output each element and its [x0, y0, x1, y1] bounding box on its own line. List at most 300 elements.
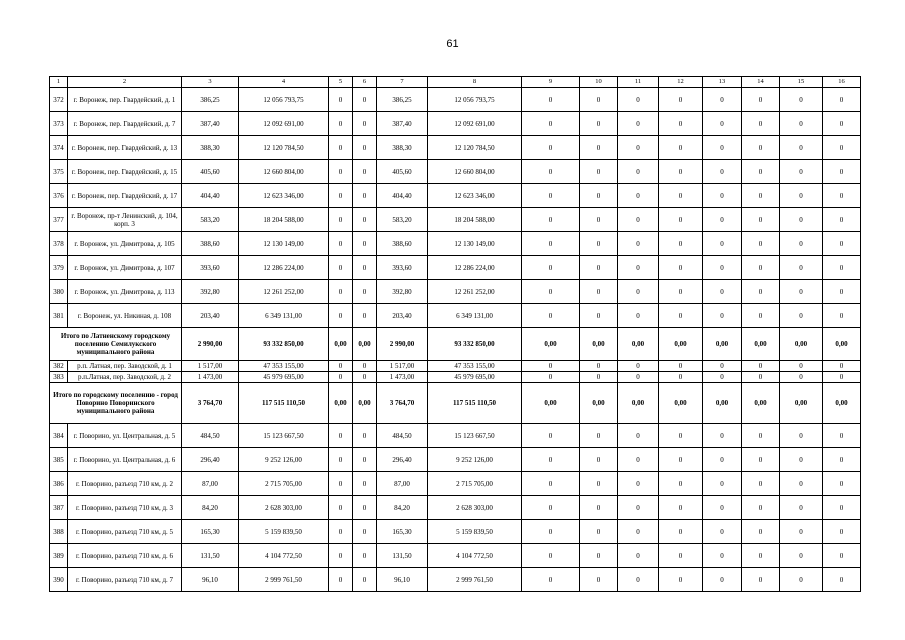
- table-cell: 12 092 691,00: [428, 112, 522, 136]
- table-cell: 0: [780, 280, 823, 304]
- table-cell: 0: [353, 280, 377, 304]
- table-cell: 0: [780, 184, 823, 208]
- table-cell: 4 104 772,50: [239, 544, 329, 568]
- row-number-cell: 373: [50, 112, 68, 136]
- table-cell: 12 130 149,00: [239, 232, 329, 256]
- table-cell: 0: [780, 448, 823, 472]
- table-cell: 0: [703, 232, 742, 256]
- column-number-header: 16: [823, 77, 861, 88]
- table-cell: 388,30: [182, 136, 239, 160]
- table-cell: 0: [580, 160, 618, 184]
- table-cell: 0: [659, 304, 703, 328]
- table-cell: 12 660 804,00: [428, 160, 522, 184]
- table-cell: 0: [353, 88, 377, 112]
- table-cell: 0: [353, 256, 377, 280]
- address-cell: г. Поворино, разъезд 710 км, д. 3: [68, 496, 182, 520]
- table-cell: 0: [823, 424, 861, 448]
- table-cell: 12 286 224,00: [428, 256, 522, 280]
- table-cell: 0: [780, 304, 823, 328]
- table-cell: 388,60: [377, 232, 428, 256]
- table-cell: 0: [353, 520, 377, 544]
- table-cell: 0: [823, 520, 861, 544]
- table-cell: 0: [580, 256, 618, 280]
- table-cell: 0: [780, 544, 823, 568]
- table-cell: 0: [329, 160, 353, 184]
- table-row: [50, 544, 861, 568]
- table-cell: 0: [659, 496, 703, 520]
- subtotal-row: [50, 328, 861, 361]
- column-number-header: 6: [353, 77, 377, 88]
- table-cell: 583,20: [182, 208, 239, 232]
- table-cell: 0: [580, 232, 618, 256]
- table-cell: 0: [329, 136, 353, 160]
- address-cell: г. Поворино, разъезд 710 км, д. 5: [68, 520, 182, 544]
- table-cell: 0: [353, 496, 377, 520]
- address-cell: г. Воронеж, пер. Гвардейский, д. 7: [68, 112, 182, 136]
- subtotal-cell: 2 990,00: [377, 328, 428, 361]
- table-cell: 0: [659, 424, 703, 448]
- table-cell: 0: [823, 372, 861, 383]
- address-cell: г. Воронеж, ул. Димитрова, д. 107: [68, 256, 182, 280]
- subtotal-cell: 0,00: [703, 383, 742, 424]
- table-cell: 12 261 252,00: [239, 280, 329, 304]
- table-cell: 0: [329, 568, 353, 592]
- table-cell: 0: [659, 160, 703, 184]
- table-cell: 392,80: [377, 280, 428, 304]
- table-cell: 0: [703, 112, 742, 136]
- table-cell: 12 286 224,00: [239, 256, 329, 280]
- table-cell: 0: [580, 568, 618, 592]
- subtotal-cell: 0,00: [329, 328, 353, 361]
- table-cell: 9 252 126,00: [239, 448, 329, 472]
- table-cell: 0: [659, 448, 703, 472]
- table-cell: 15 123 667,50: [239, 424, 329, 448]
- table-cell: 0: [703, 448, 742, 472]
- table-cell: 0: [522, 496, 580, 520]
- table-cell: 0: [780, 372, 823, 383]
- table-cell: 0: [522, 112, 580, 136]
- table-cell: 2 628 303,00: [239, 496, 329, 520]
- table-cell: 388,30: [377, 136, 428, 160]
- table-cell: 386,25: [377, 88, 428, 112]
- table-cell: 0: [522, 424, 580, 448]
- table-cell: 0: [659, 208, 703, 232]
- table-cell: 0: [823, 568, 861, 592]
- table-cell: 0: [823, 136, 861, 160]
- table-cell: 0: [703, 424, 742, 448]
- table-cell: 0: [823, 184, 861, 208]
- table-cell: 0: [329, 304, 353, 328]
- table-cell: 0: [522, 304, 580, 328]
- table-cell: 0: [659, 568, 703, 592]
- table-cell: 387,40: [182, 112, 239, 136]
- table-cell: 0: [618, 256, 659, 280]
- table-cell: 0: [329, 361, 353, 372]
- column-number-header: 12: [659, 77, 703, 88]
- table-cell: 0: [659, 112, 703, 136]
- table-cell: 0: [823, 361, 861, 372]
- table-cell: 392,80: [182, 280, 239, 304]
- table-cell: 0: [329, 544, 353, 568]
- table-cell: 0: [353, 304, 377, 328]
- table-cell: 0: [580, 88, 618, 112]
- table-cell: 0: [329, 472, 353, 496]
- table-cell: 12 092 691,00: [239, 112, 329, 136]
- table-cell: 0: [823, 112, 861, 136]
- table-cell: 583,20: [377, 208, 428, 232]
- table-cell: 0: [742, 520, 780, 544]
- table-cell: 5 159 839,50: [239, 520, 329, 544]
- subtotal-cell: 93 332 850,00: [239, 328, 329, 361]
- row-number-cell: 376: [50, 184, 68, 208]
- table-cell: 0: [580, 280, 618, 304]
- column-number-header: 3: [182, 77, 239, 88]
- table-cell: 0: [823, 160, 861, 184]
- row-number-cell: 389: [50, 544, 68, 568]
- table-cell: 0: [618, 496, 659, 520]
- table-cell: 15 123 667,50: [428, 424, 522, 448]
- table-cell: 484,50: [377, 424, 428, 448]
- table-cell: 0: [742, 160, 780, 184]
- table-cell: 0: [742, 361, 780, 372]
- table-cell: 1 473,00: [377, 372, 428, 383]
- table-cell: 0: [703, 208, 742, 232]
- subtotal-cell: 3 764,70: [377, 383, 428, 424]
- table-cell: 0: [742, 424, 780, 448]
- table-cell: 0: [659, 280, 703, 304]
- table-cell: 0: [580, 372, 618, 383]
- table-cell: 0: [703, 136, 742, 160]
- table-cell: 165,30: [377, 520, 428, 544]
- table-cell: 12 660 804,00: [239, 160, 329, 184]
- table-cell: 405,60: [377, 160, 428, 184]
- table-cell: 0: [780, 568, 823, 592]
- table-cell: 386,25: [182, 88, 239, 112]
- table-cell: 12 623 346,00: [239, 184, 329, 208]
- table-cell: 404,40: [182, 184, 239, 208]
- table-cell: 0: [742, 136, 780, 160]
- table-cell: 0: [618, 361, 659, 372]
- table-cell: 5 159 839,50: [428, 520, 522, 544]
- table-cell: 296,40: [377, 448, 428, 472]
- row-number-cell: 390: [50, 568, 68, 592]
- table-cell: 12 623 346,00: [428, 184, 522, 208]
- table-cell: 0: [353, 208, 377, 232]
- address-cell: р.п.Латная, пер. Заводской, д. 2: [68, 372, 182, 383]
- column-number-header: 14: [742, 77, 780, 88]
- table-cell: 0: [580, 544, 618, 568]
- table-cell: 0: [618, 280, 659, 304]
- address-cell: г. Поворино, разъезд 710 км, д. 6: [68, 544, 182, 568]
- table-cell: 0: [580, 361, 618, 372]
- table-cell: 0: [353, 136, 377, 160]
- table-cell: 387,40: [377, 112, 428, 136]
- table-cell: 6 349 131,00: [428, 304, 522, 328]
- table-cell: 0: [742, 472, 780, 496]
- table-cell: 47 353 155,00: [428, 361, 522, 372]
- table-cell: 0: [618, 544, 659, 568]
- table-row: [50, 256, 861, 280]
- table-cell: 0: [618, 232, 659, 256]
- table-cell: 87,00: [182, 472, 239, 496]
- table-cell: 0: [522, 280, 580, 304]
- table-row: [50, 88, 861, 112]
- table-cell: 0: [618, 208, 659, 232]
- subtotal-label: Итого по городскому поселению - город Поворино Поворинского муниципального района: [50, 383, 182, 424]
- table-cell: 0: [353, 232, 377, 256]
- table-cell: 0: [823, 472, 861, 496]
- table-row: [50, 112, 861, 136]
- table-row: [50, 568, 861, 592]
- table-cell: 0: [659, 88, 703, 112]
- subtotal-cell: 93 332 850,00: [428, 328, 522, 361]
- table-cell: 2 715 705,00: [428, 472, 522, 496]
- row-number-cell: 374: [50, 136, 68, 160]
- table-cell: 0: [703, 472, 742, 496]
- table-cell: 0: [522, 256, 580, 280]
- address-cell: г. Поворино, разъезд 710 км, д. 2: [68, 472, 182, 496]
- column-number-header: 7: [377, 77, 428, 88]
- table-row: [50, 160, 861, 184]
- table-cell: 0: [780, 160, 823, 184]
- table-cell: 0: [703, 256, 742, 280]
- column-number-header: 1: [50, 77, 68, 88]
- table-cell: 0: [703, 88, 742, 112]
- table-cell: 0: [522, 361, 580, 372]
- table-cell: 47 353 155,00: [239, 361, 329, 372]
- address-cell: г. Воронеж, ул. Димитрова, д. 105: [68, 232, 182, 256]
- table-cell: 0: [742, 568, 780, 592]
- table-row: [50, 472, 861, 496]
- subtotal-cell: 0,00: [659, 383, 703, 424]
- table-cell: 0: [659, 361, 703, 372]
- table-cell: 131,50: [182, 544, 239, 568]
- table-cell: 0: [703, 280, 742, 304]
- table-cell: 0: [703, 544, 742, 568]
- table-cell: 0: [618, 448, 659, 472]
- column-number-header: 9: [522, 77, 580, 88]
- address-cell: г. Поворино, ул. Центральная, д. 6: [68, 448, 182, 472]
- row-number-cell: 381: [50, 304, 68, 328]
- table-cell: 0: [780, 208, 823, 232]
- row-number-cell: 388: [50, 520, 68, 544]
- table-row: [50, 184, 861, 208]
- table-cell: 0: [823, 496, 861, 520]
- table-cell: 0: [742, 496, 780, 520]
- table-cell: 0: [329, 520, 353, 544]
- table-row: [50, 136, 861, 160]
- table-cell: 4 104 772,50: [428, 544, 522, 568]
- table-cell: 0: [742, 256, 780, 280]
- table-cell: 0: [522, 372, 580, 383]
- table-cell: 0: [659, 256, 703, 280]
- table-cell: 0: [329, 372, 353, 383]
- table-row: [50, 520, 861, 544]
- table-cell: 0: [780, 232, 823, 256]
- table-cell: 405,60: [182, 160, 239, 184]
- subtotal-cell: 0,00: [742, 328, 780, 361]
- subtotal-cell: 117 515 110,50: [239, 383, 329, 424]
- table-cell: 0: [659, 520, 703, 544]
- address-cell: р.п. Латная, пер. Заводской, д. 1: [68, 361, 182, 372]
- table-cell: 0: [703, 304, 742, 328]
- table-cell: 0: [522, 160, 580, 184]
- table-cell: 0: [618, 424, 659, 448]
- table-cell: 0: [522, 448, 580, 472]
- table-cell: 0: [742, 88, 780, 112]
- address-cell: г. Воронеж, пр-т Ленинский, д. 104, корп. 3: [68, 208, 182, 232]
- subtotal-cell: 0,00: [329, 383, 353, 424]
- page-number: 61: [446, 38, 459, 50]
- table-cell: 0: [353, 184, 377, 208]
- table-cell: 0: [522, 544, 580, 568]
- column-number-header: 4: [239, 77, 329, 88]
- table-row: [50, 372, 861, 383]
- table-row: [50, 208, 861, 232]
- table-cell: 0: [703, 372, 742, 383]
- table-cell: 0: [353, 112, 377, 136]
- address-cell: г. Воронеж, ул. Димитрова, д. 113: [68, 280, 182, 304]
- subtotal-cell: 2 990,00: [182, 328, 239, 361]
- table-cell: 484,50: [182, 424, 239, 448]
- table-cell: 6 349 131,00: [239, 304, 329, 328]
- table-cell: 0: [353, 448, 377, 472]
- table-cell: 0: [823, 232, 861, 256]
- table-cell: 12 056 793,75: [239, 88, 329, 112]
- table-cell: 0: [580, 424, 618, 448]
- table-cell: 0: [703, 184, 742, 208]
- row-number-cell: 385: [50, 448, 68, 472]
- subtotal-cell: 0,00: [703, 328, 742, 361]
- table-cell: 0: [580, 448, 618, 472]
- row-number-cell: 383: [50, 372, 68, 383]
- subtotal-cell: 0,00: [522, 383, 580, 424]
- address-cell: г. Поворино, разъезд 710 км, д. 7: [68, 568, 182, 592]
- column-number-header: 10: [580, 77, 618, 88]
- table-cell: 404,40: [377, 184, 428, 208]
- subtotal-cell: 0,00: [659, 328, 703, 361]
- table-cell: 0: [353, 160, 377, 184]
- table-cell: 0: [780, 256, 823, 280]
- table-cell: 0: [329, 112, 353, 136]
- table-row: [50, 361, 861, 372]
- column-number-header: 15: [780, 77, 823, 88]
- table-cell: 96,10: [182, 568, 239, 592]
- table-cell: 0: [618, 88, 659, 112]
- table-cell: 0: [780, 520, 823, 544]
- row-number-cell: 372: [50, 88, 68, 112]
- table-cell: 12 120 784,50: [428, 136, 522, 160]
- table-row: [50, 424, 861, 448]
- table-cell: 0: [703, 361, 742, 372]
- table-cell: 296,40: [182, 448, 239, 472]
- row-number-cell: 378: [50, 232, 68, 256]
- table-cell: 45 979 695,00: [239, 372, 329, 383]
- table-header-row: [50, 77, 861, 88]
- table-cell: 12 120 784,50: [239, 136, 329, 160]
- table-cell: 0: [823, 256, 861, 280]
- table-cell: 0: [742, 304, 780, 328]
- table-cell: 203,40: [182, 304, 239, 328]
- table-cell: 0: [353, 424, 377, 448]
- table-cell: 0: [329, 424, 353, 448]
- table-cell: 0: [780, 88, 823, 112]
- table-cell: 0: [353, 568, 377, 592]
- table-cell: 0: [618, 472, 659, 496]
- table-cell: 12 056 793,75: [428, 88, 522, 112]
- column-number-header: 11: [618, 77, 659, 88]
- table-cell: 0: [329, 448, 353, 472]
- table-cell: 0: [742, 232, 780, 256]
- table-cell: 0: [780, 136, 823, 160]
- table-cell: 12 130 149,00: [428, 232, 522, 256]
- address-cell: г. Воронеж, пер. Гвардейский, д. 1: [68, 88, 182, 112]
- subtotal-label: Итого по Латненскому городскому поселению Семилукского муниципального района: [50, 328, 182, 361]
- table-cell: 0: [742, 184, 780, 208]
- table-cell: 2 715 705,00: [239, 472, 329, 496]
- table-cell: 165,30: [182, 520, 239, 544]
- row-number-cell: 387: [50, 496, 68, 520]
- table-cell: 0: [659, 472, 703, 496]
- table-cell: 0: [329, 280, 353, 304]
- table-row: [50, 448, 861, 472]
- table-cell: 0: [522, 472, 580, 496]
- table-cell: 0: [618, 160, 659, 184]
- table-cell: 0: [780, 361, 823, 372]
- table-row: [50, 280, 861, 304]
- column-number-header: 13: [703, 77, 742, 88]
- address-cell: г. Воронеж, пер. Гвардейский, д. 15: [68, 160, 182, 184]
- table-cell: 0: [618, 112, 659, 136]
- table-cell: 0: [659, 544, 703, 568]
- table-cell: 393,60: [182, 256, 239, 280]
- table-row: [50, 304, 861, 328]
- table-cell: 0: [742, 372, 780, 383]
- table-cell: 1 517,00: [377, 361, 428, 372]
- table-cell: 0: [780, 112, 823, 136]
- table-cell: 84,20: [182, 496, 239, 520]
- subtotal-cell: 0,00: [823, 328, 861, 361]
- table-cell: 388,60: [182, 232, 239, 256]
- table-cell: 2 999 761,50: [239, 568, 329, 592]
- table-cell: 0: [329, 208, 353, 232]
- table-cell: 0: [703, 160, 742, 184]
- subtotal-cell: 0,00: [823, 383, 861, 424]
- row-number-cell: 379: [50, 256, 68, 280]
- table-cell: 0: [522, 232, 580, 256]
- table-cell: 0: [780, 496, 823, 520]
- table-cell: 0: [580, 496, 618, 520]
- table-cell: 1 473,00: [182, 372, 239, 383]
- table-cell: 0: [823, 304, 861, 328]
- table-cell: 0: [580, 304, 618, 328]
- table-cell: 0: [823, 208, 861, 232]
- row-number-cell: 386: [50, 472, 68, 496]
- row-number-cell: 377: [50, 208, 68, 232]
- table-cell: 0: [353, 372, 377, 383]
- table-cell: 87,00: [377, 472, 428, 496]
- subtotal-row: [50, 383, 861, 424]
- table-cell: 0: [522, 568, 580, 592]
- table-cell: 0: [703, 496, 742, 520]
- subtotal-cell: 0,00: [353, 328, 377, 361]
- subtotal-cell: 0,00: [618, 328, 659, 361]
- table-cell: 0: [329, 232, 353, 256]
- table-cell: 84,20: [377, 496, 428, 520]
- table-cell: 0: [742, 208, 780, 232]
- table-cell: 0: [742, 112, 780, 136]
- row-number-cell: 384: [50, 424, 68, 448]
